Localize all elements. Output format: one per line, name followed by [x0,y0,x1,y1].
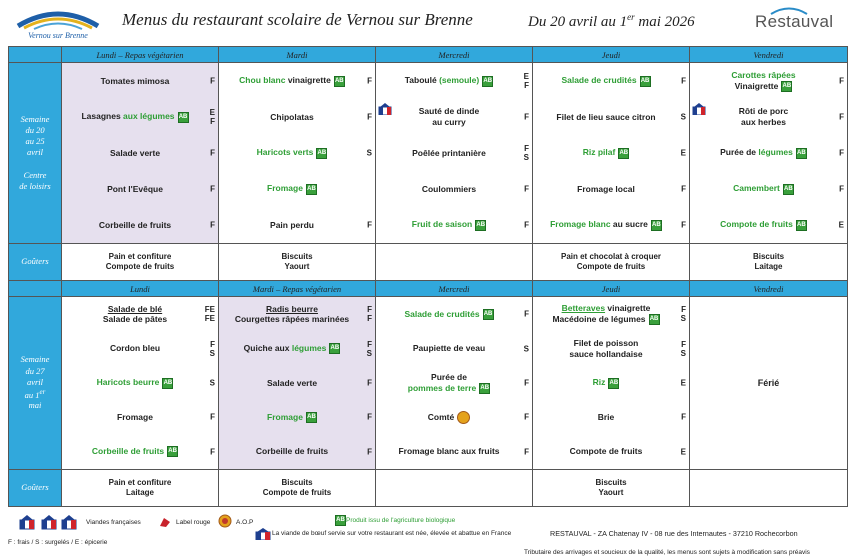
menu-item [690,207,847,243]
menu-item-label: Fruit de saison [411,219,473,230]
gouter-cell-4 [690,244,848,281]
menu-item [533,99,689,135]
storage-code: F S [680,305,686,324]
storage-code: F [524,112,529,122]
menu-item-label: Vinaigrette [734,80,779,91]
gouter-cell-1 [219,470,376,507]
storage-code: F [524,309,529,319]
storage-code: E F [209,107,215,126]
day-column-4 [690,63,848,244]
gouters-label: Goûters [9,244,62,281]
gouter-text: Pain et chocolat à croquer Compote de fruits [560,252,662,271]
bio-icon: AB [781,81,792,92]
menu-item-text [552,112,669,123]
page-footer [0,508,850,559]
menu-item-text [97,76,184,87]
menu-item-text [729,183,808,194]
menu-item [376,331,532,365]
menu-row [9,297,848,470]
storage-code: F [210,184,215,194]
bio-icon: AB [306,412,317,423]
sup: er [39,387,46,396]
bio-icon: AB [618,148,629,159]
menu-item-label: Chipolatas [270,111,314,122]
menu-item-label: Courgettes râpées marinées [234,314,350,325]
menu-item-text [424,411,484,424]
storage-code: F [367,378,372,388]
menu-item-label: légumes [758,147,793,158]
menu-item-text [400,309,507,320]
corner-cell [9,47,62,63]
storage-code: F [681,76,686,86]
legend-bio-mark [332,515,346,526]
menu-item-label: Betteraves [561,303,606,314]
bio-icon: AB [649,314,660,325]
gouter-cell-3 [533,244,690,281]
bio-icon: AB [162,378,173,389]
day-column-3 [533,63,690,244]
menu-item-label: Salade verte [266,377,318,388]
bio-icon: AB [640,76,651,87]
day-header-1: Mardi [219,47,376,63]
bio-icon: AB [483,309,494,320]
menu-item-text [579,147,644,158]
storage-code: F [839,112,844,122]
gouter-cell-3 [533,470,690,507]
gouters-row [9,244,848,281]
menu-item-text [408,148,500,159]
storage-code: E [838,220,844,230]
menu-item-text [566,446,657,457]
menu-item-text [103,184,177,195]
day-column-2 [376,63,533,244]
storage-code: F [839,184,844,194]
bio-icon: AB [334,76,345,87]
week-label: Semaine du 20 au 25 avril Centre de loisirs [9,63,62,244]
menu-item-label: Haricots verts [256,147,314,158]
bio-icon: AB [482,76,493,87]
day-header-3: Jeudi [533,281,690,297]
menu-item [690,99,847,135]
boeuf-france-icon [255,528,271,540]
town-label: Vernou sur Brenne [28,31,88,40]
storage-code: F [524,447,529,457]
menu-item-text [401,75,507,86]
day-header-0: Lundi – Repas végétarien [62,47,219,63]
storage-code: F [524,184,529,194]
menu-item-text [716,219,821,230]
menu-item-label: Fromage [267,183,303,194]
menu-item-label: Chou blanc [239,75,286,86]
menu-item-label: vinaigrette [285,75,331,86]
date-range: Du 20 avril au 1er mai 2026 [528,12,695,30]
menu-item [690,171,847,207]
week-label: Semaine du 27 avril au 1er mai [9,297,62,470]
day-header-2: Mercredi [376,47,533,63]
menu-item [533,366,689,400]
menu-item [376,400,532,434]
menu-item-text [408,219,500,230]
storage-code: F [367,112,372,122]
storage-code: F F [367,305,372,324]
storage-code: F [367,447,372,457]
legend-aop: A.O.P [236,519,254,526]
disclaimer: Tributaire des arrivages et soucieux de la qualité, les menus sont sujets à modification sans préavis [524,549,810,556]
menu-item-label: (semoule) [439,75,480,86]
storage-code: F [367,76,372,86]
menu-item-label: Paupiette de veau [412,343,486,354]
viande-francaise-icon [378,103,392,115]
menu-item-label: Quiche aux [243,342,292,353]
label-rouge-icon [158,516,172,528]
menu-item [533,331,689,365]
menu-item-label: Taboulé [404,75,440,86]
menu-item [690,135,847,171]
menu-item-label: Fromage [267,411,303,422]
menu-item [62,400,218,434]
storage-code: F [839,148,844,158]
menu-item-text [235,75,359,86]
menu-item-label: Comté [427,411,455,422]
menu-item-label: Compote de fruits [720,219,793,230]
menu-table [8,46,848,507]
day-header-row [9,47,848,63]
menu-item-label: Salade de crudités [561,75,637,86]
french-meat-logos-icon [18,514,80,530]
menu-item-label: Fromage blanc [550,219,611,230]
bio-icon: AB [178,112,189,123]
menu-item-label: Purée de [431,372,467,383]
menu-item-label: Fromage blanc aux fruits [398,446,500,457]
menu-item [219,63,375,99]
gouter-text: Pain et confiture Laitage [108,478,172,497]
bio-icon: AB [329,343,340,354]
menu-item-label: Haricots beurre [96,377,160,388]
menu-item-text [546,219,676,230]
menu-item-label: Carottes râpées [731,70,796,81]
menu-item-label: Fromage [117,412,153,423]
menu-item-label: Brie [597,412,615,423]
menu-item [62,435,218,469]
storage-code: F [524,412,529,422]
viande-francaise-icon [692,103,706,115]
menu-item-text [106,148,174,159]
aop-icon [457,411,470,424]
legend-label-rouge: Label rouge [176,519,211,526]
menu-item [219,400,375,434]
bio-icon: AB [316,148,327,159]
menu-item-label: Radis beurre [266,303,318,314]
gouter-text: Biscuits Compote de fruits [262,478,332,497]
menu-item-label: Rôti de porc [738,106,789,117]
storage-code: S [209,378,215,388]
menu-item-label: légumes [291,342,327,353]
gouters-row [9,470,848,507]
menu-item-text [263,412,331,423]
menu-item [376,366,532,400]
storage-code: F S [366,339,372,358]
bio-icon: AB [335,515,346,526]
menu-row [9,63,848,244]
day-column-1 [219,297,376,470]
gouter-text: Biscuits Laitage [752,252,785,271]
menu-item-text [253,147,342,158]
menu-item [219,366,375,400]
menu-item-text [266,112,327,123]
storage-code: F [367,412,372,422]
gouters-label: Goûters [9,470,62,507]
menu-item [62,331,218,365]
menu-item-label: au curry [432,117,466,127]
menu-item [376,297,532,331]
menu-item-text [263,378,331,389]
menu-item-label: vinaigrette [605,303,651,314]
bio-icon: AB [608,378,619,389]
menu-item [62,207,218,243]
bio-icon: AB [479,383,490,394]
menu-item-label: Fromage local [577,183,635,194]
gouter-cell-2 [376,244,533,281]
storage-codes-legend: F : frais / S : surgelés / E : épicerie [8,539,108,546]
menu-item-label: Corbeille de fruits [91,446,165,457]
day-column-4 [690,297,848,470]
menu-item-label: Pain perdu [270,219,314,230]
gouter-text: Biscuits Yaourt [281,252,313,271]
storage-code: F [210,220,215,230]
menu-item-label: Corbeille de fruits [255,446,329,457]
storage-code: FE FE [204,305,215,324]
company-address: RESTAUVAL - ZA Chatenay IV - 08 rue des Internautes - 37210 Rochecorbon [550,529,798,538]
storage-code: S [366,148,372,158]
storage-code: F S [523,143,529,162]
bio-icon: AB [475,220,486,231]
menu-item-text [231,304,363,325]
menu-item-text [418,184,490,195]
menu-item-label: Purée de [720,147,759,158]
menu-item-label: aux herbes [741,117,786,127]
menu-item [62,135,218,171]
menu-item-text [263,183,331,194]
menu-item-label: Coulommiers [421,183,477,194]
menu-item-text [594,412,629,423]
menu-item [533,171,689,207]
menu-item-label: Salade verte [109,147,161,158]
menu-item [219,297,375,331]
menu-item-label: Camembert [733,183,780,194]
town-logo-icon [14,6,102,30]
menu-item-label: Cordon bleu [109,343,161,354]
menu-item-text [99,304,181,325]
day-column-0 [62,63,219,244]
storage-code: E [680,447,686,457]
town-logo [14,6,102,40]
menu-item-label: Riz [592,377,606,388]
menu-item-text [266,220,328,231]
menu-item-label: sauce hollandaise [569,348,643,359]
menu-item-label: au sucre [610,219,648,230]
day-column-2 [376,297,533,470]
menu-item-label: Filet de lieu sauce citron [556,111,656,122]
menu-item-label: Pont l'Evêque [107,183,163,194]
menu-item-text [589,377,634,388]
menu-item [219,171,375,207]
menu-item [533,400,689,434]
bio-icon: AB [796,220,807,231]
day-column-3 [533,297,690,470]
menu-item-label: Tomates mimosa [100,75,170,86]
menu-item [219,435,375,469]
menu-item-label: Salade de crudités [404,308,480,319]
storage-code: S [680,112,686,122]
storage-code: F [367,220,372,230]
gouter-text: Biscuits Yaourt [595,478,627,497]
menu-item-text [77,111,202,122]
storage-code: F [681,220,686,230]
menu-item [219,207,375,243]
day-header-row [9,281,848,297]
day-header-2: Mercredi [376,281,533,297]
gouter-cell-0 [62,244,219,281]
menu-item-text [409,343,499,354]
menu-item [376,63,532,99]
storage-code: F [210,447,215,457]
menu-item-text [88,446,192,457]
bio-icon: AB [306,184,317,195]
menu-item-text [415,106,493,127]
menu-item-text [93,377,188,388]
storage-code: E [680,148,686,158]
menu-item-label: pommes de terre [407,382,477,393]
brand-name: Restauval [755,12,834,31]
menu-item-text [404,372,505,394]
menu-item-label: Filet de poisson [573,337,639,348]
storage-code: F [524,378,529,388]
menu-item-text [557,75,664,86]
menu-item-label: Riz pilaf [582,147,616,158]
menu-item-text [548,303,673,325]
menu-item [62,171,218,207]
gouter-cell-4 [690,470,848,507]
storage-code: F [210,412,215,422]
menu-item [533,297,689,331]
menu-item-text [106,343,174,354]
menu-item [219,135,375,171]
corner-cell [9,281,62,297]
storage-code: F [681,412,686,422]
page-title: Menus du restaurant scolaire de Vernou sur Brenne [122,10,473,29]
storage-code: F [210,148,215,158]
menu-item-text [95,220,185,231]
bio-icon: AB [783,184,794,195]
menu-item [533,207,689,243]
menu-item-label: Compote de fruits [569,446,643,457]
menu-item [690,63,847,99]
gouter-cell-2 [376,470,533,507]
menu-item-text [240,343,355,354]
menu-item [62,63,218,99]
storage-code: E F [523,71,529,90]
menu-item [533,135,689,171]
menu-item-text [727,70,809,92]
menu-item-text [716,147,821,158]
day-header-4: Vendredi [690,281,848,297]
legend-boeuf: La viande de bœuf servie sur votre restaurant est née, élevée et abattue en France [272,530,512,537]
gouter-text: Pain et confiture Compote de fruits [105,252,175,271]
gouter-cell-1 [219,244,376,281]
menu-item [62,297,218,331]
storage-code: F [524,220,529,230]
menu-item-label: Poêlée printanière [412,147,486,158]
day-column-0 [62,297,219,470]
menu-item-label: Corbeille de fruits [98,219,172,230]
menu-item [533,63,689,99]
menu-item-label: aux légumes [123,111,175,122]
ferie-label: Férié [757,378,780,388]
menu-item [62,366,218,400]
storage-code: F [210,76,215,86]
storage-code: S [523,344,529,353]
menu-item-text [394,446,513,457]
menu-item-text [565,338,656,359]
day-header-4: Vendredi [690,47,848,63]
bio-icon: AB [167,446,178,457]
bio-icon: AB [796,148,807,159]
gouter-cell-0 [62,470,219,507]
menu-item [62,99,218,135]
menu-item-label: Salade de pâtes [102,314,168,325]
storage-code: F [681,184,686,194]
menu-item [219,331,375,365]
restauval-logo [755,6,839,36]
legend-bio: Produit issu de l'agriculture biologique [346,517,456,524]
menu-item-label: Salade de blé [107,303,163,314]
day-header-3: Jeudi [533,47,690,63]
menu-item-label: Sauté de dinde [418,106,480,117]
day-header-0: Lundi [62,281,219,297]
page-header [0,0,850,46]
menu-item [376,135,532,171]
bio-icon: AB [651,220,662,231]
menu-item-label: Macédoine de légumes [552,313,646,324]
menu-item [376,171,532,207]
menu-item-text [113,412,167,423]
storage-code: F S [680,339,686,358]
storage-code: E [680,378,686,388]
aop-icon [218,514,232,528]
menu-item [376,99,532,135]
menu-item [219,99,375,135]
menu-item [376,207,532,243]
menu-item-text [573,184,649,195]
storage-code: F S [209,339,215,358]
day-column-1 [219,63,376,244]
menu-item-text [735,106,803,127]
legend-viandes: Viandes françaises [86,519,141,526]
menu-item [376,435,532,469]
storage-code: F [839,76,844,86]
menu-item-text [252,446,342,457]
menu-item [533,435,689,469]
menu-item-label: Lasagnes [81,111,124,122]
day-header-1: Mardi – Repas végétarien [219,281,376,297]
